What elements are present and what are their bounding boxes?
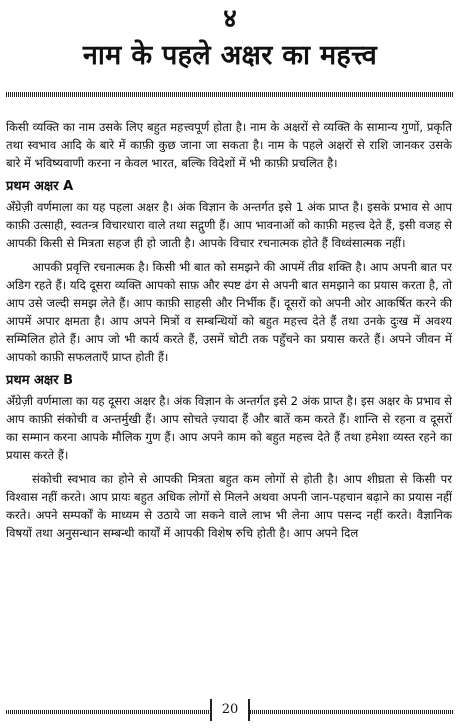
chapter-number: ४ xyxy=(223,4,237,34)
intro-paragraph: किसी व्यक्ति का नाम उसके लिए बहुत महत्त्वपूर्ण होता है। नाम के अक्षरों से व्यक्ति के सामान्य गुणों, प्रकृति तथा स्वभाव आदि के बारे में काफ़ी कुछ जाना जा सकता है। नाम के पहले अक्षरों से राशि जानकर उसके बारे में भविष्यवाणी करना न केवल भारत, बल्कि विदेशों में भी काफ़ी प्रचलित है। xyxy=(6,120,452,170)
header-divider xyxy=(6,92,454,97)
section-heading-a: प्रथम अक्षर A xyxy=(6,179,74,194)
section-heading-b: प्रथम अक्षर B xyxy=(6,373,74,388)
section-a-paragraph-2: आपकी प्रवृत्ति रचनात्मक है। किसी भी बात को समझने की आपमें तीव्र शक्ति है। आप अपनी बात पर अडिग रहते हैं। यदि दूसरा व्यक्ति आपको साफ़ और स्पष्ट ढंग से अपनी बात समझाने का प्रयास करता है, तो आप उसे जल्दी समझ लेते हैं। आप काफ़ी साहसी और निर्भीक हैं। दूसरों को अपनी ओर आकर्षित करने की आपमें अपार क्षमता है। आप अपने मित्रों व सम्बन्धियों को बहुत महत्त्व देते हैं तथा उनके दुःख में अवश्य सम्मिलित होते हैं। आप जो भी कार्य करते हैं, उसमें चोटी तक पहुँचने का प्रयास करते हैं। अपने जीवन में आपको काफ़ी सफलताएँ प्राप्त होती हैं। xyxy=(6,260,452,364)
section-a-paragraph-1: अँग्रेज़ी वर्णमाला का यह पहला अक्षर है। अंक विज्ञान के अन्तर्गत इसे 1 अंक प्राप्त है। इसके प्रभाव से आप काफ़ी उत्साही, स्वतन्त्र विचारधारा वाले तथा सद्गुणी हैं। आप भावनाओं को काफ़ी महत्त्व देते हैं, इसी वजह से आपकी किसी से मित्रता सहज ही हो जाती है। आपके विचार रचनात्मक होते हैं विध्वंसात्मक नहीं। xyxy=(6,200,452,250)
page-body xyxy=(6,118,452,548)
chapter-title: नाम के पहले अक्षर का महत्त्व xyxy=(82,40,378,71)
section-b-paragraph-1: अँग्रेज़ी वर्णमाला का यह दूसरा अक्षर है। अंक विज्ञान के अन्तर्गत इसे 2 अंक प्राप्त है। इस अक्षर के प्रभाव से आप काफ़ी संकोची व अन्तर्मुखी हैं। आप सोचते ज़्यादा हैं और बातें कम करते हैं। शान्ति से रहना व दूसरों का सम्मान करना आपके मौलिक गुण हैं। आप अपने काम को बहुत महत्त्व देते हैं तथा हमेशा व्यस्त रहने का प्रयास करते हैं। xyxy=(6,394,452,462)
section-b-paragraph-2: संकोची स्वभाव का होने से आपकी मित्रता बहुत कम लोगों से होती है। आप शीघ्रता से किसी पर विश्वास नहीं करते। आप प्रायः बहुत अधिक लोगों से मिलने अथवा अपनी जान-पहचान बढ़ाने का प्रयास नहीं करते। अपने सम्पर्कों के माध्यम से उठाये जा सकने वाले लाभ भी लेना आप पसन्द नहीं करते। वैज्ञानिक विषयों तथा अनुसन्धान सम्बन्धी कार्यों में आपकी विशेष रुचि होती है। आप अपने दिल xyxy=(6,472,452,540)
page-footer xyxy=(0,694,460,724)
page-number: 20 xyxy=(210,699,250,721)
